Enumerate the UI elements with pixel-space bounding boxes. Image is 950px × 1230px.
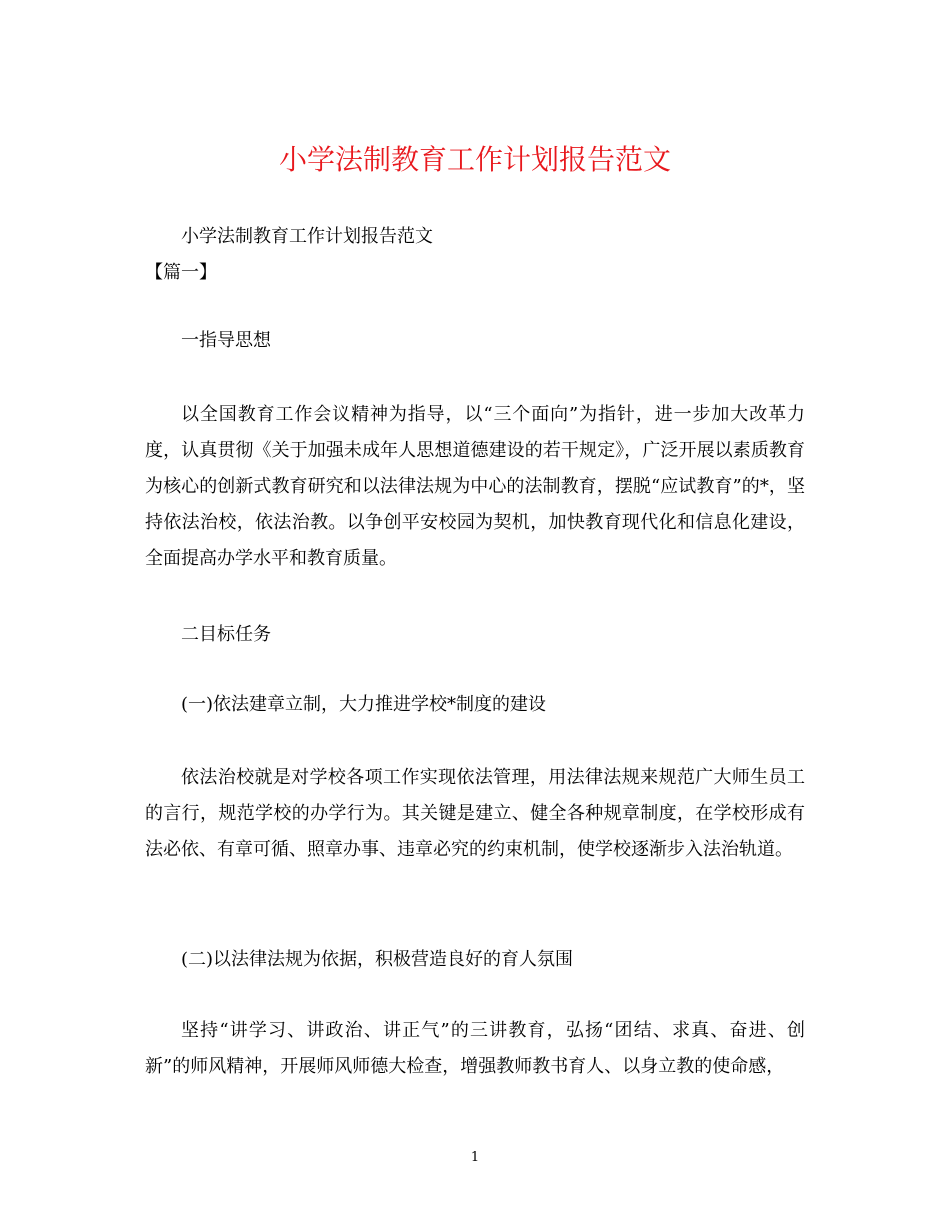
paragraph-rules-system: 依法治校就是对学校各项工作实现依法管理，用法律法规来规范广大师生员工的言行，规范学校的办学行为。其关键是建立、健全各种规章制度，在学校形成有法必依、有章可循、照章办事、违章必究的约束机制，使学校逐渐步入法治轨道。 bbox=[145, 767, 805, 860]
paragraph-education-atmosphere: 坚持“讲学习、讲政治、讲正气”的三讲教育，弘扬“团结、求真、奋进、创新”的师风精神，开展师风师德大检查，增强教师教书育人、以身立教的使命感， bbox=[145, 1020, 805, 1077]
heading-guiding-ideology: 一指导思想 bbox=[181, 330, 271, 351]
subheading-education-atmosphere: (二)以法律法规为依据，积极营造良好的育人氛围 bbox=[181, 949, 574, 970]
page-number: 1 bbox=[470, 1150, 480, 1165]
heading-goals-tasks: 二目标任务 bbox=[181, 624, 271, 645]
section-marker: 【篇一】 bbox=[145, 262, 217, 283]
document-title: 小学法制教育工作计划报告范文 bbox=[278, 143, 671, 176]
document-subtitle: 小学法制教育工作计划报告范文 bbox=[181, 226, 433, 247]
paragraph-guiding-ideology: 以全国教育工作会议精神为指导，以“三个面向”为指针，进一步加大改革力度，认真贯彻《关于加强未成年人思想道德建设的若干规定》，广泛开展以素质教育为核心的创新式教育研究和以法律法规为中心的法制教育，摆脱“应试教育”的*，坚持依法治校，依法治教。以争创平安校园为契机，加快教育现代化和信息化建设，全面提高办学水平和教育质量。 bbox=[145, 404, 805, 569]
subheading-rules-system: (一)依法建章立制，大力推进学校*制度的建设 bbox=[181, 694, 547, 715]
